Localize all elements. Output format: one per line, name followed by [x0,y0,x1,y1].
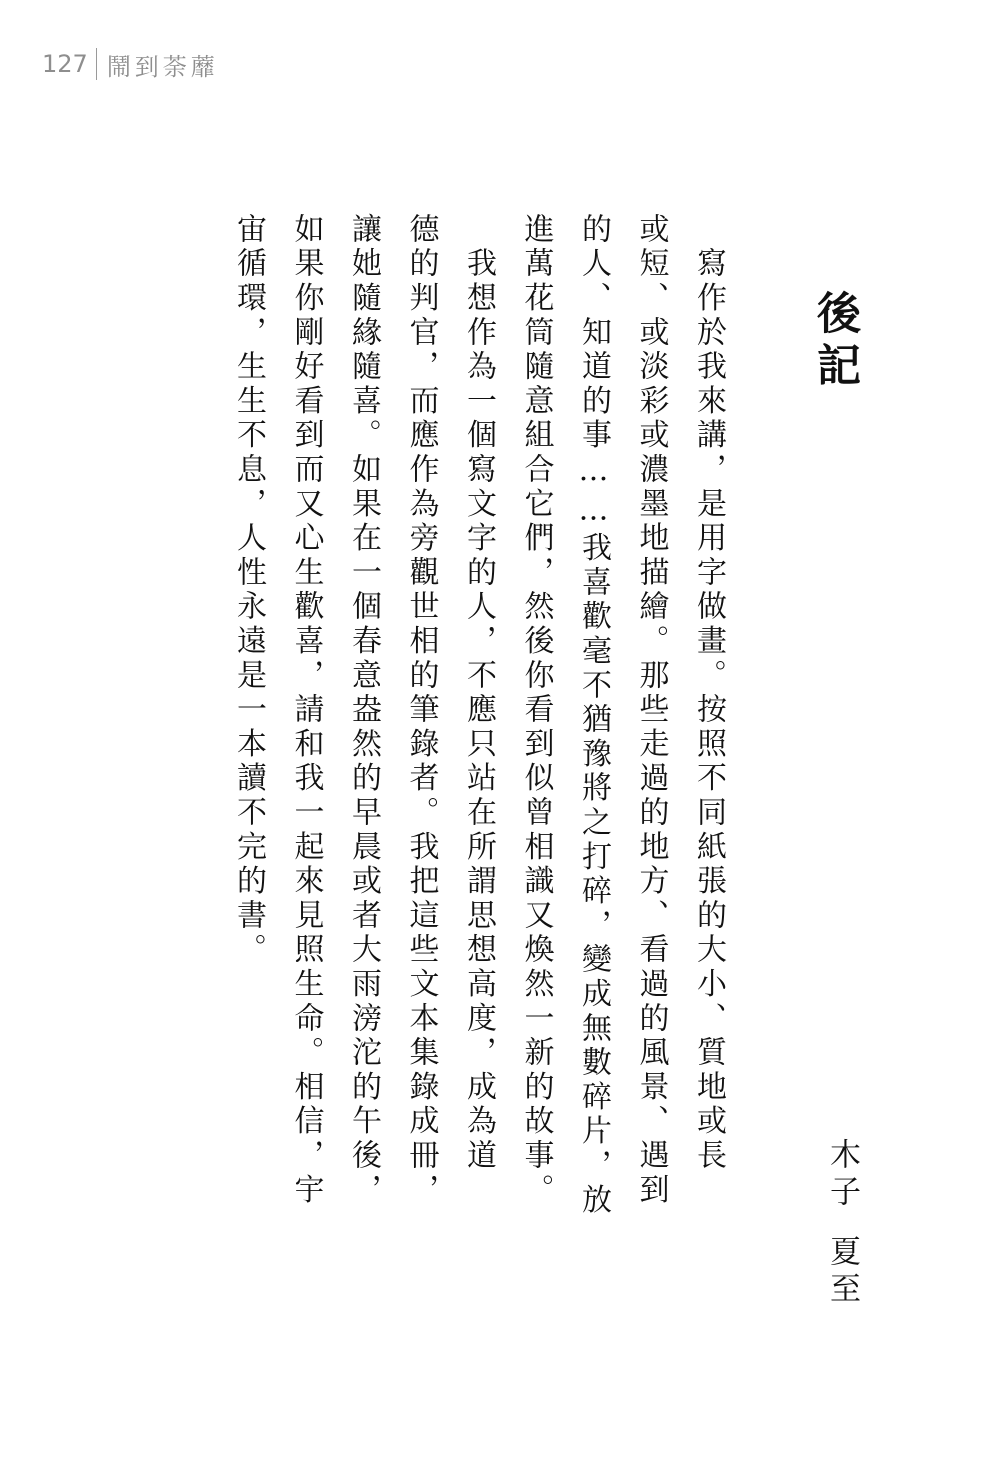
text-line: 進萬花筒隨意組合它們，然後你看到似曾相識又煥然一新的故事。 [518,213,554,1208]
text-line: 讓她隨緣隨喜。如果在一個春意盎然的早晨或者大雨滂沱的午後， [346,213,381,1208]
text-line: 或短、或淡彩或濃墨地描繪。那些走過的地方、看過的風景、遇到 [633,213,669,1208]
author-signature: 木子 [824,1138,860,1212]
text-line: 寫作於我來講，是用字做畫。按照不同紙張的大小、質地或長 [691,213,726,1174]
text-line: 德的判官，而應作為旁觀世相的筆錄者。我把這些文本集錄成冊， [403,213,439,1208]
running-head [42,44,219,84]
text-line: 我想作為一個寫文字的人，不應只站在所謂思想高度，成為道 [461,213,496,1174]
signature-date: 夏至 [824,1235,860,1309]
text-line: 宙循環，生生不息，人性永遠是一本讀不完的書。 [231,213,266,968]
chapter-title: 後記 [809,290,860,394]
header-divider [96,48,97,80]
page-number: 127 [42,50,88,78]
text-line: 如果你剛好看到而又心生歡喜，請和我一起來見照生命。相信，宇 [288,213,324,1208]
book-title: 鬧到荼蘼 [106,52,219,81]
text-line: 的人、知道的事……我喜歡毫不猶豫將之打碎，變成無數碎片，放 [576,213,611,1218]
body-text [220,213,738,1313]
